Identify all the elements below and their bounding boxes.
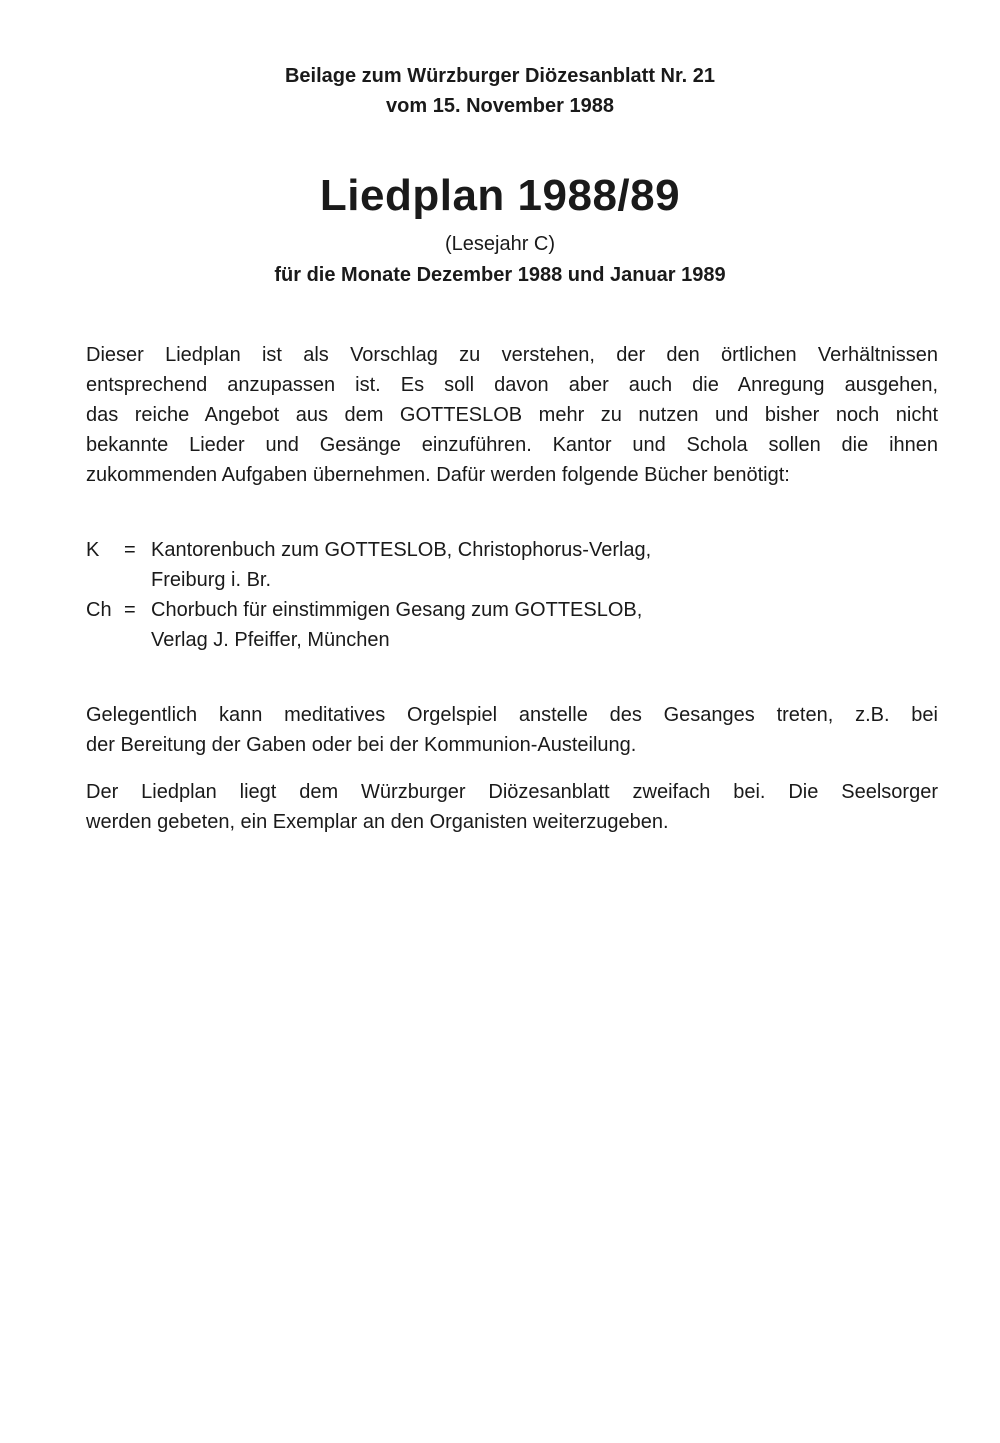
book-abbreviation: K <box>86 539 100 561</box>
book-title: Chorbuch für einstimmigen Gesang zum GOTTESLOB, <box>151 599 643 621</box>
book-entry-ch <box>86 595 938 655</box>
book-title: Kantorenbuch zum GOTTESLOB, Christophorus-Verlag, <box>151 539 652 561</box>
book-abbreviation: Ch <box>86 599 112 621</box>
distribution-note-paragraph <box>86 777 938 837</box>
intro-line: das reiche Angebot aus dem GOTTESLOB mehr zu nutzen und bisher noch nicht <box>86 404 938 426</box>
page-title: Liedplan 1988/89 <box>319 171 681 220</box>
distribution-note-line: werden gebeten, ein Exemplar an den Organisten weiterzugeben. <box>86 811 669 833</box>
months-line: für die Monate Dezember 1988 und Januar 1989 <box>274 264 726 286</box>
organ-note-line: Gelegentlich kann meditatives Orgelspiel anstelle des Gesanges treten, z.B. bei <box>86 704 938 726</box>
intro-line: entsprechend anzupassen ist. Es soll davon aber auch die Anregung ausgehen, <box>86 374 938 396</box>
book-entry-k <box>86 535 938 595</box>
book-publisher-place: Verlag J. Pfeiffer, München <box>151 629 390 651</box>
book-list <box>86 535 938 655</box>
organ-note-paragraph <box>86 700 938 760</box>
supplement-date: vom 15. November 1988 <box>386 95 614 117</box>
supplement-heading: Beilage zum Würzburger Diözesanblatt Nr. 21 <box>284 65 716 87</box>
equals-sign: = <box>124 539 136 561</box>
book-publisher-place: Freiburg i. Br. <box>151 569 272 591</box>
intro-line: Dieser Liedplan ist als Vorschlag zu verstehen, der den örtlichen Verhältnissen <box>86 344 938 366</box>
intro-line: bekannte Lieder und Gesänge einzuführen. Kantor und Schola sollen die ihnen <box>86 434 938 456</box>
organ-note-line: der Bereitung der Gaben oder bei der Kommunion-Austeilung. <box>86 734 637 756</box>
book-description <box>151 535 651 595</box>
reading-year: (Lesejahr C) <box>444 233 556 255</box>
intro-line: zukommenden Aufgaben übernehmen. Dafür werden folgende Bücher benötigt: <box>86 464 790 486</box>
equals-sign: = <box>124 599 136 621</box>
intro-paragraph <box>86 340 938 490</box>
distribution-note-line: Der Liedplan liegt dem Würzburger Diözesanblatt zweifach bei. Die Seelsorger <box>86 781 938 803</box>
book-description <box>151 595 642 655</box>
